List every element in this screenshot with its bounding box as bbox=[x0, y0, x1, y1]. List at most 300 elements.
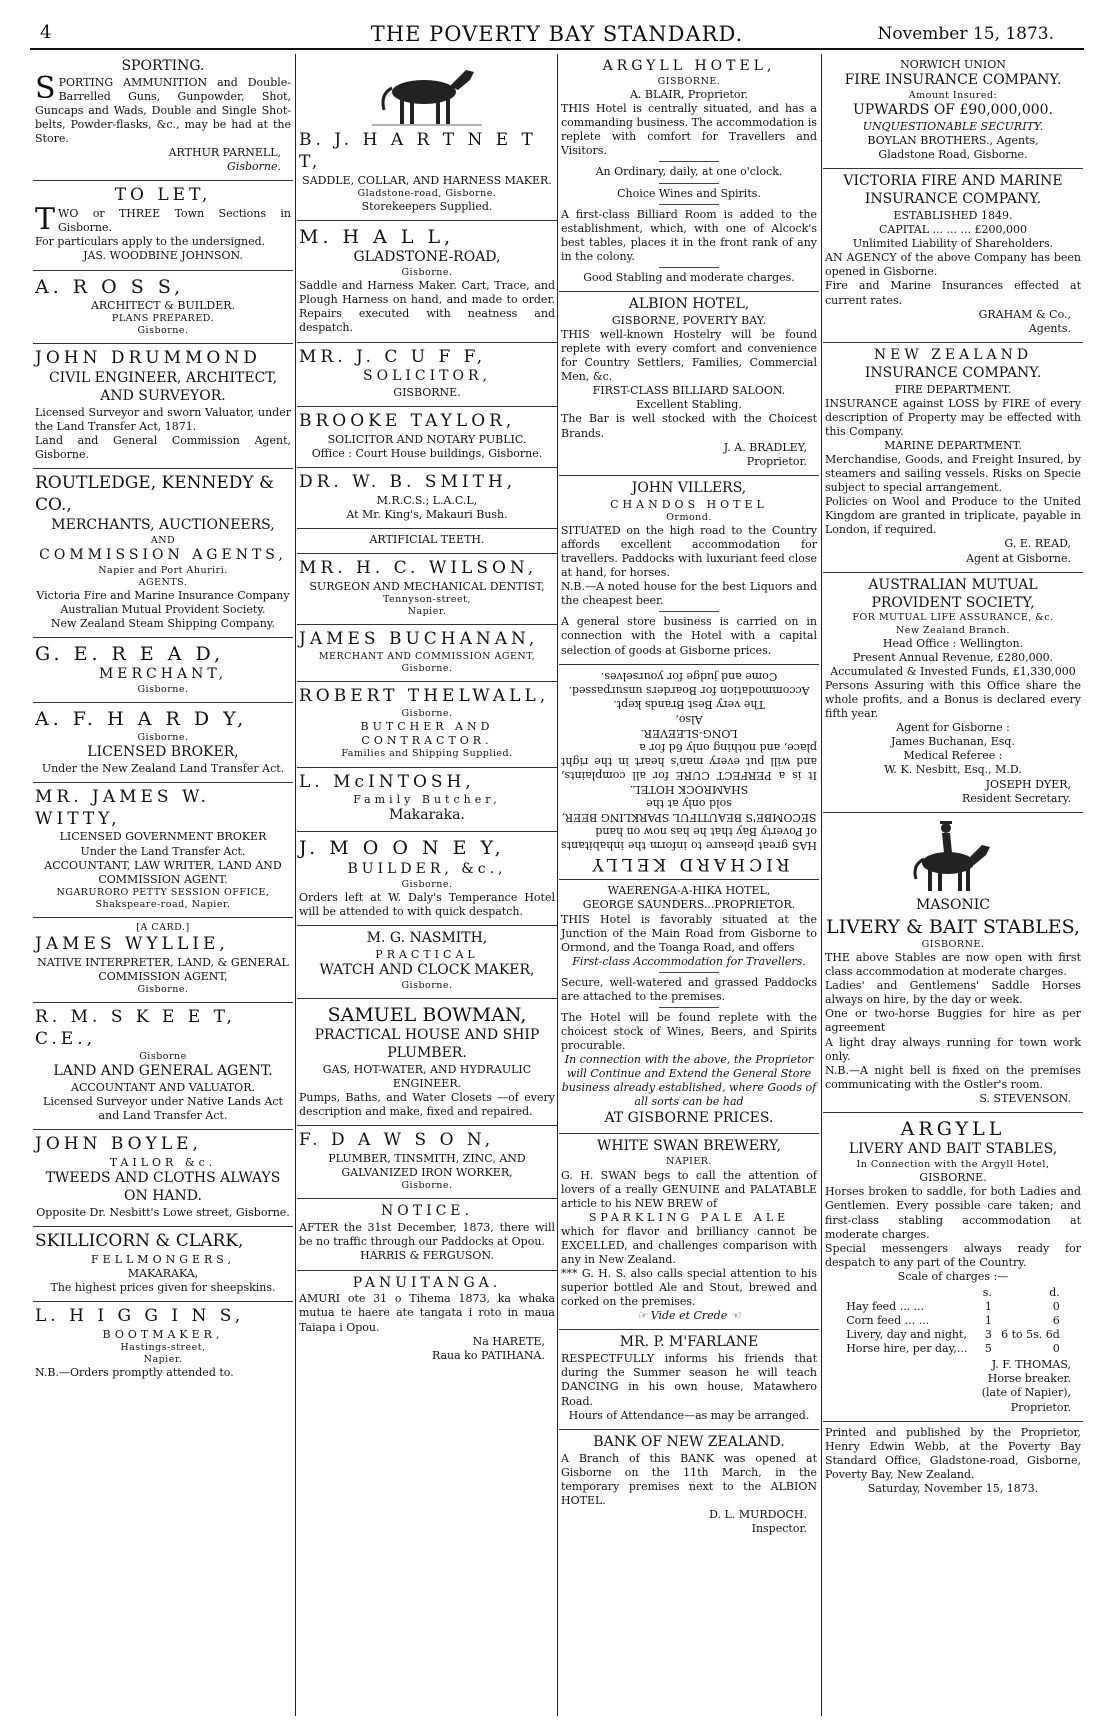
ad-name: BROOKE TAYLOR, bbox=[299, 411, 516, 432]
ad-place: Shakspeare-road, Napier. bbox=[95, 898, 231, 910]
ad-buchanan bbox=[297, 625, 557, 682]
ad-line: ACCOUNTANT, LAW WRITER, LAND AND COMMISSION AGENT. bbox=[44, 858, 282, 886]
ad-line: The very Best Brands kept. bbox=[613, 697, 765, 711]
ad-heading: TO LET, bbox=[114, 185, 212, 206]
ad-place: Gisborne. bbox=[137, 684, 189, 696]
ad-line: SOLICITOR, bbox=[363, 368, 491, 385]
ad-place: Napier. bbox=[143, 1353, 183, 1365]
ad-name: G. E. R E A D, bbox=[35, 643, 225, 666]
column-divider bbox=[295, 54, 296, 1716]
ad-heading: NOTICE. bbox=[381, 1203, 473, 1220]
ad-mooney bbox=[297, 832, 557, 926]
ad-waerenga-hotel bbox=[559, 880, 819, 1134]
ad-body: Opposite Dr. Nesbitt's Lowe street, Gisborne. bbox=[36, 1205, 290, 1219]
ad-line: MASONIC bbox=[915, 896, 990, 913]
ad-name: JAMES WYLLIE, bbox=[35, 934, 229, 955]
ad-body: Merchandise, Goods, and Freight Insured, by steamers and sailing vessels. Risks on Specie subject to special arrangement. bbox=[825, 453, 1081, 495]
column-1 bbox=[33, 54, 293, 1718]
ad-line: FELLMONGERS, bbox=[91, 1252, 235, 1266]
ad-norwich-union bbox=[823, 54, 1083, 169]
ad-signature: Proprietor. bbox=[1010, 1400, 1071, 1414]
ad-place: Gisborne. bbox=[137, 731, 189, 743]
ad-cuff bbox=[297, 343, 557, 408]
ad-note: For particulars apply to the undersigned. bbox=[35, 235, 266, 249]
ad-place: NAPIER. bbox=[666, 1156, 712, 1168]
ad-routledge bbox=[33, 469, 293, 638]
ad-body: In connection with the above, the Proprietor will Continue and Extend the General Store business already established, where Goods of all sorts can be had bbox=[561, 1053, 817, 1109]
ad-body: N.B.—A noted house for the best Liquors and the cheapest beer. bbox=[561, 580, 817, 608]
ad-line: COMMISSION AGENTS, bbox=[39, 546, 287, 563]
ad-sporting bbox=[33, 54, 293, 181]
ad-line: Good Stabling and moderate charges. bbox=[583, 270, 795, 284]
ad-signature: Raua ko PATIHANA. bbox=[431, 1348, 545, 1362]
ad-heading: ARTIFICIAL TEETH. bbox=[369, 533, 485, 547]
ad-taylor bbox=[297, 407, 557, 468]
ad-drummond bbox=[33, 344, 293, 469]
ad-line: SADDLE, COLLAR, AND HARNESS MAKER. bbox=[302, 173, 552, 187]
ad-body: The Hotel will be found replete with the choicest stock of Wines, Beers, and Spirits procurable. bbox=[561, 1011, 817, 1053]
ad-place: Gisborne. bbox=[401, 708, 453, 720]
ad-body: Fire and Marine Insurances effected at current rates. bbox=[825, 279, 1081, 307]
ad-mcfarlane bbox=[559, 1330, 819, 1429]
ad-line: LAND AND GENERAL AGENT. bbox=[53, 1062, 273, 1079]
ad-line: Also, bbox=[675, 711, 703, 725]
ad-body: THE above Stables are now open with first class accommodation at moderate charges. bbox=[825, 951, 1081, 979]
ad-name: SAMUEL BOWMAN, bbox=[327, 1003, 527, 1026]
ad-boyle bbox=[33, 1130, 293, 1227]
ad-line: In Connection with the Argyll Hotel, bbox=[856, 1159, 1050, 1171]
ad-name: VICTORIA FIRE AND MARINE INSURANCE COMPANY. bbox=[843, 173, 1063, 208]
column-2 bbox=[297, 54, 557, 1718]
table-cell: 6 bbox=[1052, 1314, 1060, 1328]
column-divider bbox=[821, 54, 822, 1716]
ad-signature: G. E. READ, bbox=[1004, 537, 1071, 551]
ad-body: HAS great pleasure to inform the inhabitants of Poverty Bay that he has now on hand bbox=[561, 824, 817, 852]
ad-bowman bbox=[297, 999, 557, 1126]
ad-body: AFTER the 31st December, 1873, there will be no traffic through our Paddocks at Opou. bbox=[299, 1221, 555, 1249]
ad-line: LICENSED GOVERNMENT BROKER bbox=[59, 830, 267, 844]
ad-line: CIVIL ENGINEER, ARCHITECT, AND SURVEYOR. bbox=[48, 369, 278, 404]
ad-body: PORTING AMMUNITION and Double-Barrelled Guns, Gunpowder, Shot, Guncaps and Wads, Double and Single Shot-belts, Powder-flasks, &c., may be had at the Store. bbox=[35, 75, 291, 146]
ad-argyll-hotel bbox=[559, 54, 819, 292]
ad-card: [A CARD.] bbox=[136, 922, 190, 934]
ad-line: BUILDER, &c., bbox=[347, 860, 507, 877]
table-cell: Hay feed ... ... bbox=[846, 1300, 925, 1313]
ad-line: First-class Accommodation for Travellers. bbox=[572, 954, 806, 968]
ad-hardy bbox=[33, 703, 293, 782]
ad-place: Gisborne. bbox=[401, 878, 453, 890]
ad-body: Under the New Zealand Land Transfer Act. bbox=[41, 761, 285, 775]
ad-place: Gisborne. bbox=[137, 984, 189, 996]
ad-name: ROUTLEDGE, KENNEDY & CO., bbox=[35, 473, 275, 515]
ad-place: Gisborne. bbox=[401, 663, 453, 675]
table-row bbox=[844, 1328, 1062, 1342]
ad-body: N.B.—A night bell is fixed on the premises communicating with the Ostler's room. bbox=[825, 1063, 1081, 1091]
ad-line: Scale of charges :— bbox=[897, 1269, 1009, 1283]
drop-cap: T bbox=[35, 202, 56, 238]
ad-body: A general store business is carried on in connection with the Hotel with a capital selection of goods at Gisborne prices. bbox=[561, 615, 817, 657]
ad-line: ESTABLISHED 1849. bbox=[893, 209, 1013, 223]
ad-line: AGENTS. bbox=[138, 576, 188, 588]
ad-line: SPARKLING PALE ALE bbox=[588, 1210, 790, 1224]
table-cell: Livery, day and night, bbox=[846, 1328, 967, 1342]
ad-signature: GRAHAM & Co., bbox=[978, 307, 1071, 321]
ad-name: MR. H. C. WILSON, bbox=[299, 558, 538, 579]
ad-line: FIRST-CLASS BILLIARD SALOON. bbox=[592, 384, 786, 398]
ad-line: New Zealand Branch. bbox=[895, 624, 1011, 636]
table-cell: 0 bbox=[1052, 1300, 1060, 1313]
ad-masonic-stables bbox=[823, 813, 1083, 1113]
ad-body: Families and Shipping Supplied. bbox=[341, 748, 513, 760]
ad-body: Under the Land Transfer Act. bbox=[80, 844, 246, 858]
ad-name: ARGYLL HOTEL, bbox=[602, 58, 776, 74]
drop-cap: S bbox=[35, 70, 56, 106]
ad-body: Storekeepers Supplied. bbox=[361, 199, 493, 213]
ad-line: Family Butcher, bbox=[353, 793, 501, 807]
table-cell: s. bbox=[982, 1285, 992, 1299]
ad-line: MERCHANTS, AUCTIONEERS, bbox=[51, 516, 275, 533]
ad-line: CHANDOS HOTEL bbox=[610, 497, 768, 511]
ad-signature: Agents. bbox=[1028, 321, 1071, 335]
table-cell: Corn feed ... ... bbox=[846, 1314, 930, 1328]
ad-place: Hastings-street, bbox=[120, 1341, 206, 1353]
ad-body: G. H. SWAN begs to call the attention of lovers of a really GENUINE and PALATABLE article to his NEW BREW of bbox=[561, 1168, 817, 1210]
ad-higgins bbox=[33, 1302, 293, 1386]
ad-line: GAS, HOT-WATER, AND HYDRAULIC ENGINEER. bbox=[322, 1062, 532, 1091]
ad-signature: Inspector. bbox=[751, 1521, 807, 1535]
horse-illustration bbox=[362, 60, 492, 128]
ad-line: BOOTMAKER, bbox=[102, 1327, 224, 1341]
ad-line: FOR MUTUAL LIFE ASSURANCE, &c. bbox=[852, 612, 1054, 624]
ad-name: WAERENGA-A-HIKA HOTEL, bbox=[607, 884, 771, 898]
ad-body: Horses broken to saddle, for both Ladies and Gentlemen. Every possible care taken; and first-class stabling accommodation at moderate charges. bbox=[825, 1185, 1081, 1241]
ad-line: NORWICH UNION bbox=[900, 58, 1006, 71]
ad-heading: PANUITANGA. bbox=[352, 1274, 502, 1291]
ad-heading: SPORTING. bbox=[121, 58, 205, 74]
ad-albion-hotel bbox=[559, 292, 819, 476]
horse-rider-illustration bbox=[898, 819, 1008, 895]
ad-wilson bbox=[297, 554, 557, 625]
ad-name: A. F. H A R D Y, bbox=[35, 708, 248, 731]
ad-line: Australian Mutual Provident Society. bbox=[60, 602, 266, 616]
ad-place: Napier. bbox=[407, 606, 447, 618]
ad-line: ACCOUNTANT AND VALUATOR. bbox=[71, 1080, 255, 1094]
ad-name: BANK OF NEW ZEALAND. bbox=[593, 1433, 785, 1450]
ad-body: Saddle and Harness Maker. Cart, Trace, and Plough Harness on hand, and made to order. Repairs executed with neatness and despatch. bbox=[299, 279, 555, 335]
ad-name: F. D A W S O N, bbox=[299, 1130, 495, 1151]
ad-body: WO or THREE Town Sections in Gisborne. bbox=[58, 207, 291, 235]
ad-place: Napier and Port Ahuriri. bbox=[98, 564, 228, 576]
ad-name: DR. W. B. SMITH, bbox=[299, 472, 517, 493]
motto-text: Vide et Crede bbox=[650, 1309, 728, 1323]
table-cell bbox=[844, 1286, 979, 1300]
table-cell: Horse hire, per day,... bbox=[846, 1342, 968, 1356]
ad-name: AUSTRALIAN MUTUAL PROVIDENT SOCIETY, bbox=[868, 576, 1038, 611]
ad-line: W. K. Nesbitt, Esq., M.D. bbox=[884, 763, 1022, 777]
ad-name: M. H A L L, bbox=[299, 225, 455, 248]
ad-ross bbox=[33, 271, 293, 345]
ad-body: THIS Hotel is favorably situated at the Junction of the Main Road from Gisborne to Ormond, and the Toanga Road, and offers bbox=[561, 912, 817, 954]
ad-line: Victoria Fire and Marine Insurance Company bbox=[36, 588, 290, 602]
ad-place: GISBORNE. bbox=[919, 1171, 987, 1185]
ad-line: MERCHANT, bbox=[98, 666, 228, 683]
ad-body: A first-class Billiard Room is added to the establishment, which, with one of Alcock's best tables, places it in the front rank of any in the colony. bbox=[561, 207, 817, 263]
table-cell: 3 bbox=[984, 1328, 992, 1342]
ad-signature: D. L. MURDOCH. bbox=[709, 1507, 807, 1521]
ad-panuitanga bbox=[297, 1271, 557, 1369]
ad-name: ALBION HOTEL, bbox=[628, 296, 750, 312]
table-row bbox=[844, 1286, 1062, 1300]
ad-line: Accommodation for Boarders unsurpassed. bbox=[568, 683, 810, 697]
ad-line: PRACTICAL bbox=[375, 947, 479, 961]
ad-body: SITUATED on the high road to the Country affords excellent accommodation for travellers. Paddocks with luxuriant feed close at hand, for horses. bbox=[561, 523, 817, 580]
ad-line: SURGEON AND MECHANICAL DENTIST, bbox=[309, 579, 545, 593]
ad-body: The Bar is well stocked with the Choicest Brands. bbox=[561, 412, 817, 440]
ad-line: GLADSTONE-ROAD, bbox=[353, 249, 501, 266]
ad-line: Choice Wines and Spirits. bbox=[617, 186, 761, 200]
ad-line: Accumulated & Invested Funds, £1,330,000 bbox=[830, 664, 1076, 678]
ad-line: NGARURORO PETTY SESSION OFFICE, bbox=[56, 886, 270, 898]
ad-line: TAILOR &c. bbox=[109, 1155, 217, 1169]
masthead bbox=[0, 0, 1114, 46]
ad-body: Orders left at W. Daly's Temperance Hotel will be attended to with quick despatch. bbox=[299, 890, 555, 918]
ad-line: NATIVE INTERPRETER, LAND, & GENERAL COMMISSION AGENT, bbox=[37, 955, 289, 984]
ad-place: GISBORNE, POVERTY BAY. bbox=[611, 313, 767, 327]
ad-place: Makaraka. bbox=[389, 807, 465, 824]
table-cell: 6 to 5s. 6d bbox=[1001, 1328, 1060, 1342]
ad-signature: ARTHUR PARNELL, bbox=[168, 146, 281, 160]
ad-line: INSURANCE COMPANY. bbox=[864, 364, 1042, 381]
ad-signature: Proprietor. bbox=[746, 454, 807, 468]
ad-name: NEW ZEALAND bbox=[873, 346, 1033, 363]
ad-place: GISBORNE. bbox=[657, 75, 721, 87]
ad-hall bbox=[297, 221, 557, 343]
ad-line: CAPITAL ... ... ... £200,000 bbox=[878, 223, 1028, 237]
ad-line: Present Annual Revenue, £280,000. bbox=[852, 650, 1054, 664]
ad-line: Amount Insured: bbox=[908, 89, 998, 101]
ad-chandos-hotel bbox=[559, 476, 819, 665]
column-4 bbox=[823, 54, 1083, 1718]
ad-name: JOHN DRUMMOND bbox=[35, 348, 261, 369]
ad-line: sold only at the bbox=[646, 796, 732, 810]
table-row bbox=[844, 1314, 1062, 1328]
imprint-body: Printed and published by the Proprietor, Henry Edwin Webb, at the Poverty Bay Standard Office, Gladstone-road, Gisborne, Poverty Bay, New Zealand. bbox=[825, 1425, 1081, 1481]
newspaper-title: THE POVERTY BAY STANDARD. bbox=[370, 22, 744, 46]
ad-place: Gisborne. bbox=[401, 1180, 453, 1192]
ad-line: LONG-SLEEVER. bbox=[640, 726, 738, 739]
ad-line: SHAMROCK HOTEL. bbox=[629, 782, 749, 796]
ad-place: Gisborne. bbox=[401, 267, 453, 279]
ad-line: GEORGE SAUNDERS...PROPRIETOR. bbox=[582, 898, 796, 912]
table-cell: 0 bbox=[1052, 1342, 1060, 1356]
ad-place: GISBORNE. bbox=[921, 938, 985, 950]
inverted-block bbox=[561, 669, 817, 874]
ad-hartnett bbox=[297, 54, 557, 221]
ad-place: Tennyson-street, bbox=[382, 593, 472, 605]
ad-line: Excellent Stabling. bbox=[636, 398, 742, 412]
ad-name: MR. J. C U F F, bbox=[299, 346, 487, 367]
page-number: 4 bbox=[40, 22, 52, 43]
ad-signature: Resident Secretary. bbox=[962, 791, 1071, 805]
ad-name: L. McINTOSH, bbox=[299, 771, 475, 792]
ad-signature: Agent at Gisborne. bbox=[966, 551, 1071, 565]
ad-mcintosh bbox=[297, 768, 557, 833]
ad-place: Gladstone-road, Gisborne. bbox=[357, 187, 497, 199]
ad-body: THIS well-known Hostelry will be found replete with every comfort and convenience for Country Settlers, Families, Commercial Men, &c. bbox=[561, 327, 817, 384]
ad-place: Ormond. bbox=[666, 511, 712, 523]
ad-line: A. BLAIR, Proprietor. bbox=[629, 88, 749, 102]
ad-signature: JAS. WOODBINE JOHNSON. bbox=[83, 249, 243, 263]
ad-signature: J. A. BRADLEY, bbox=[723, 440, 807, 454]
ad-name: LIVERY & BAIT STABLES, bbox=[825, 915, 1081, 938]
ad-body: Pumps, Baths, and Water Closets —of every description and make, fixed and repaired. bbox=[299, 1091, 555, 1119]
ad-body: The highest prices given for sheepskins. bbox=[50, 1280, 276, 1294]
table-row bbox=[844, 1342, 1062, 1356]
ad-body: AMURI ote 31 o Tihema 1873, ka whaka mutua te haere ate tangata i roto in maua Taiapa i Opou. bbox=[299, 1292, 555, 1334]
ad-line: BOYLAN BROTHERS., Agents, bbox=[867, 134, 1039, 148]
ad-line: Medical Referee : bbox=[903, 749, 1003, 763]
ad-name: B. J. H A R T N E T T, bbox=[299, 130, 537, 172]
ad-line: Unlimited Liability of Shareholders. bbox=[852, 237, 1054, 251]
ad-body: At Mr. King's, Makauri Bush. bbox=[346, 507, 508, 521]
ad-place: MAKARAKA, bbox=[127, 1266, 199, 1280]
ad-name: MR. P. M'FARLANE bbox=[619, 1334, 759, 1351]
column-divider bbox=[557, 54, 558, 1716]
ad-body: which for flavor and brilliancy cannot be EXCELLED, and challenges comparison with any in New Zealand. bbox=[561, 1224, 817, 1266]
ad-signature: S. STEVENSON. bbox=[979, 1091, 1071, 1105]
ad-read bbox=[33, 638, 293, 703]
ad-body: THIS Hotel is centrally situated, and has a commanding business. The accommodation is replete with comfort for Travellers and Visitors. bbox=[561, 102, 817, 158]
ad-name: MR. JAMES W. WITTY, bbox=[35, 786, 210, 829]
ad-body: One or two-horse Buggies for hire as per agreement bbox=[825, 1007, 1081, 1035]
ad-line: PLANS PREPARED. bbox=[111, 312, 215, 324]
ad-line: MARINE DEPARTMENT. bbox=[884, 438, 1022, 452]
ad-name: FIRE INSURANCE COMPANY. bbox=[844, 72, 1062, 89]
issue-date: November 15, 1873. bbox=[877, 24, 1054, 44]
ad-line: SECOMBE'S BEAUTIFUL SPARKLING BEER, bbox=[561, 810, 817, 824]
ad-body: Land and General Commission Agent, Gisborne. bbox=[35, 433, 291, 462]
ad-signature: Na HARETE, bbox=[472, 1334, 545, 1348]
ad-signature: JOSEPH DYER, bbox=[985, 777, 1071, 791]
ad-line: TWEEDS AND CLOTHS ALWAYS ON HAND. bbox=[45, 1169, 281, 1204]
ad-place: Gisborne. bbox=[401, 979, 453, 991]
ad-witty bbox=[33, 783, 293, 918]
ad-place: GISBORNE. bbox=[393, 386, 461, 400]
ad-line: James Buchanan, Esq. bbox=[891, 735, 1015, 749]
ad-line: An Ordinary, daily, at one o'clock. bbox=[595, 165, 783, 179]
ad-body: Office : Court House buildings, Gisborne. bbox=[311, 447, 543, 461]
ad-line: LIVERY AND BAIT STABLES, bbox=[848, 1141, 1058, 1158]
ad-body: It is a PERFECT CURE for all complaints, and will put every man's heart in the right place, and nothing only 6d for a bbox=[561, 740, 817, 782]
ad-line: AND bbox=[150, 534, 176, 546]
ad-line: LICENSED BROKER, bbox=[87, 743, 239, 760]
ad-to-let bbox=[33, 181, 293, 270]
ad-line: Head Office : Wellington. bbox=[882, 636, 1024, 650]
ad-line: M.R.C.S.; L.A.C.L, bbox=[376, 493, 478, 507]
ad-white-swan-brewery bbox=[559, 1134, 819, 1330]
ad-name: JOHN VILLERS, bbox=[631, 479, 747, 496]
ad-name: L. H I G G I N S, bbox=[35, 1305, 245, 1326]
ad-body: N.B.—Orders promptly attended to. bbox=[35, 1365, 234, 1379]
ad-body: Secure, well-watered and grassed Paddocks are attached to the premises. bbox=[561, 975, 817, 1003]
ad-body: Policies on Wool and Produce to the United Kingdom are granted in triplicate, payable in London, if required. bbox=[825, 495, 1081, 537]
ad-place: Gisborne bbox=[139, 1050, 187, 1062]
ad-body: Licensed Surveyor and sworn Valuator, under the Land Transfer Act, 1871. bbox=[35, 405, 291, 433]
ad-body: A Branch of this BANK was opened at Gisborne on the 11th March, in the temporary premises next to the ALBION HOTEL. bbox=[561, 1451, 817, 1507]
ad-body: RESPECTFULLY informs his friends that during the Summer season he will teach DANCING in his own house, Matawhero Road. bbox=[561, 1352, 817, 1408]
ad-name: R. M. S K E E T, C.E., bbox=[35, 1007, 236, 1050]
ad-nasmith bbox=[297, 926, 557, 999]
ad-skeet bbox=[33, 1003, 293, 1130]
ad-signature: (late of Napier), bbox=[981, 1386, 1071, 1400]
table-cell: 1 bbox=[984, 1300, 992, 1313]
ad-name: WHITE SWAN BREWERY, bbox=[597, 1138, 781, 1155]
table-cell: 1 bbox=[984, 1314, 992, 1328]
ad-signature: J. F. THOMAS, bbox=[991, 1358, 1071, 1372]
pointing-hand-icon: ☜ bbox=[727, 1309, 741, 1323]
ad-line: New Zealand Steam Shipping Company. bbox=[50, 617, 276, 631]
ad-body: *** G. H. S. also calls special attention to his superior bottled Ale and Stout, brewed and corked on the premises. bbox=[561, 1267, 817, 1309]
ad-body: Ladies' and Gentlemens' Saddle Horses always on hire, by the day or week. bbox=[825, 979, 1081, 1007]
ad-line: Hours of Attendance—as may be arranged. bbox=[568, 1408, 810, 1422]
table-row bbox=[844, 1300, 1062, 1314]
ad-body: Persons Assuring with this Office share the whole profits, and a Bonus is declared every fifth year. bbox=[825, 678, 1081, 721]
ad-name: M. G. NASMITH, bbox=[366, 929, 488, 946]
column-3 bbox=[559, 54, 819, 1718]
ad-name: ROBERT THELWALL, bbox=[299, 686, 550, 707]
ad-dawson bbox=[297, 1126, 557, 1199]
ad-line: SOLICITOR AND NOTARY PUBLIC. bbox=[327, 432, 527, 446]
ad-name: RICHARD KELLY bbox=[588, 853, 790, 874]
ad-victoria-insurance bbox=[823, 169, 1083, 343]
ad-notice bbox=[297, 1199, 557, 1270]
ad-signature: HARRIS & FERGUSON. bbox=[360, 1249, 494, 1263]
ad-name: JOHN BOYLE, bbox=[35, 1134, 202, 1155]
table-cell: 5 bbox=[984, 1342, 992, 1356]
imprint-date: Saturday, November 15, 1873. bbox=[867, 1481, 1039, 1495]
ad-line: UNQUESTIONABLE SECURITY. bbox=[862, 120, 1044, 134]
ad-place: Gladstone Road, Gisborne. bbox=[878, 148, 1028, 162]
ad-body: Licensed Surveyor under Native Lands Act and Land Transfer Act. bbox=[43, 1094, 283, 1122]
ad-line: WATCH AND CLOCK MAKER, bbox=[319, 961, 535, 978]
ad-body: AN AGENCY of the above Company has been opened in Gisborne. bbox=[825, 251, 1081, 279]
table-cell: d. bbox=[1049, 1285, 1060, 1299]
ad-line: FIRE DEPARTMENT. bbox=[894, 382, 1012, 396]
ad-line: Agent for Gisborne : bbox=[896, 721, 1010, 735]
fee-table bbox=[844, 1286, 1062, 1356]
ad-line: BUTCHER AND CONTRACTOR. bbox=[360, 720, 494, 748]
ad-nz-insurance bbox=[823, 343, 1083, 573]
ad-name: JAMES BUCHANAN, bbox=[299, 629, 539, 650]
ad-body: INSURANCE against LOSS by FIRE of every description of Property may be effected with this Company. bbox=[825, 396, 1081, 438]
ad-name: J. M O O N E Y, bbox=[299, 837, 505, 860]
ad-bank-nz bbox=[559, 1430, 819, 1542]
ad-body: Special messengers always ready for despatch to any part of the Country. bbox=[825, 1241, 1081, 1269]
ad-name: A. R O S S, bbox=[35, 275, 185, 298]
ad-wyllie bbox=[33, 918, 293, 1003]
ad-line: PRACTICAL HOUSE AND SHIP PLUMBER. bbox=[314, 1027, 540, 1062]
ad-argyll-livery bbox=[823, 1113, 1083, 1422]
ad-line: Come and judge for yourselves. bbox=[600, 669, 778, 683]
ad-thelwall bbox=[297, 682, 557, 767]
ad-place: Gisborne. bbox=[227, 160, 281, 174]
ad-amp-society bbox=[823, 573, 1083, 813]
ad-teeth bbox=[297, 529, 557, 554]
pointing-hand-icon: ☞ bbox=[637, 1309, 651, 1323]
ad-line: MERCHANT AND COMMISSION AGENT, bbox=[318, 651, 536, 663]
ad-line: PLUMBER, TINSMITH, ZINC, AND GALVANIZED IRON WORKER, bbox=[328, 1152, 526, 1180]
ad-kelly-inverted bbox=[559, 665, 819, 881]
